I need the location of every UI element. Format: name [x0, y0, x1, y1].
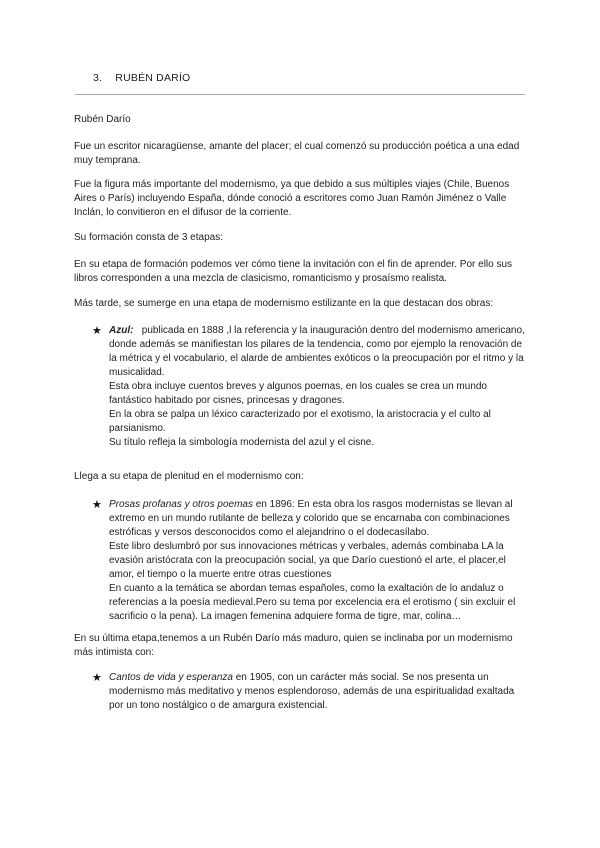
- item-text: en 1896: En esta obra los rasgos modernistas se llevan al extremo en un mundo rutilante de belleza y colorido que se encarnaba con combinaciones estróficas y versos desconocidos como el alejandrino o el dodecasílabo.: [109, 499, 513, 538]
- heading-divider: [75, 94, 525, 95]
- paragraph-stylizing: Más tarde, se sumerge en una etapa de modernismo estilizante en la que destacan dos obras:: [74, 298, 494, 309]
- star-bullet-icon: ★: [92, 499, 102, 511]
- paragraph-formation: En su etapa de formación podemos ver cómo tiene la invitación con el fin de aprender. Por ello sus libros corresponden a una mezcla de clasicismo, romanticismo y prosaísmo realista.: [74, 259, 513, 284]
- section-number: 3.: [93, 72, 103, 84]
- item-paragraph: [109, 324, 529, 380]
- paragraph-stages: Su formación consta de 3 etapas:: [74, 232, 223, 243]
- section-heading: [93, 71, 190, 85]
- paragraph-plenitude: Llega a su etapa de plenitud en el modernismo con:: [74, 471, 304, 482]
- item-paragraph: En cuanto a la temática se abordan temas españoles, como la exaltación de lo andaluz o referencias a la poesía medieval.Pero su tema por excelencia era el erotismo ( sin excluir el sacrificio o la pena). La imagen femenina adquiere forma de tigre, mar, colina…: [109, 583, 516, 622]
- paragraph-modernism: Fue la figura más importante del modernismo, ya que debido a sus múltiples viajes (Chile, Buenos Aires o París) incluyendo España, dónde conoció a escritores como Juan Ramón Jiménez o Valle Inclán, lo convitieron en el difusor de la corriente.: [74, 179, 510, 218]
- work-title: Prosas profanas y otros poemas: [109, 499, 253, 510]
- paragraph-intro: Fue un escritor nicaragüense, amante del placer; el cual comenzó su producción poética a una edad muy temprana.: [74, 141, 520, 166]
- item-text: publicada en 1888 ,l la referencia y la inauguración dentro del modernismo americano, donde además se manifiestan los pilares de la tendencia, como por ejemplo la renovación de la métrica y el vocabulario, el alarde de ambientes exóticos o la preocupación por el ritmo y la musicalidad.: [109, 325, 525, 378]
- item-paragraph: [109, 498, 529, 540]
- item-text: en 1905, con un carácter más social. Se nos presenta un modernismo más meditativo y menos esplendoroso, además de una espiritualidad exaltada por un tono nostálgico o de amargura existencial.: [109, 672, 515, 711]
- item-paragraph: Su título refleja la simbología modernista del azul y el cisne.: [109, 437, 375, 448]
- paragraph-last-stage: En su última etapa,tenemos a un Rubén Darío más maduro, quien se inclinaba por un modernismo más intimista con:: [74, 633, 513, 658]
- item-paragraph: Esta obra incluye cuentos breves y algunos poemas, en los cuales se crea un mundo fantástico habitado por cisnes, princesas y dragones.: [109, 381, 487, 406]
- item-paragraph: [109, 671, 529, 713]
- work-title: Azul:: [109, 325, 134, 336]
- section-title: RUBÉN DARÍO: [115, 72, 191, 84]
- author-name: Rubén Darío: [74, 114, 131, 125]
- star-bullet-icon: ★: [92, 325, 102, 337]
- star-bullet-icon: ★: [92, 672, 102, 684]
- item-paragraph: En la obra se palpa un léxico caracterizado por el exotismo, la aristocracia y el culto al parsianismo.: [109, 409, 491, 434]
- work-title: Cantos de vida y esperanza: [109, 672, 233, 683]
- item-paragraph: Este libro deslumbró por sus innovaciones métricas y verbales, además combinaba LA la evasión aristócrata con la preocupación social, ya que Darío cuestionó el arte, el placer,el amor, el tiempo o la muerte entre otras cuestiones: [109, 541, 506, 580]
